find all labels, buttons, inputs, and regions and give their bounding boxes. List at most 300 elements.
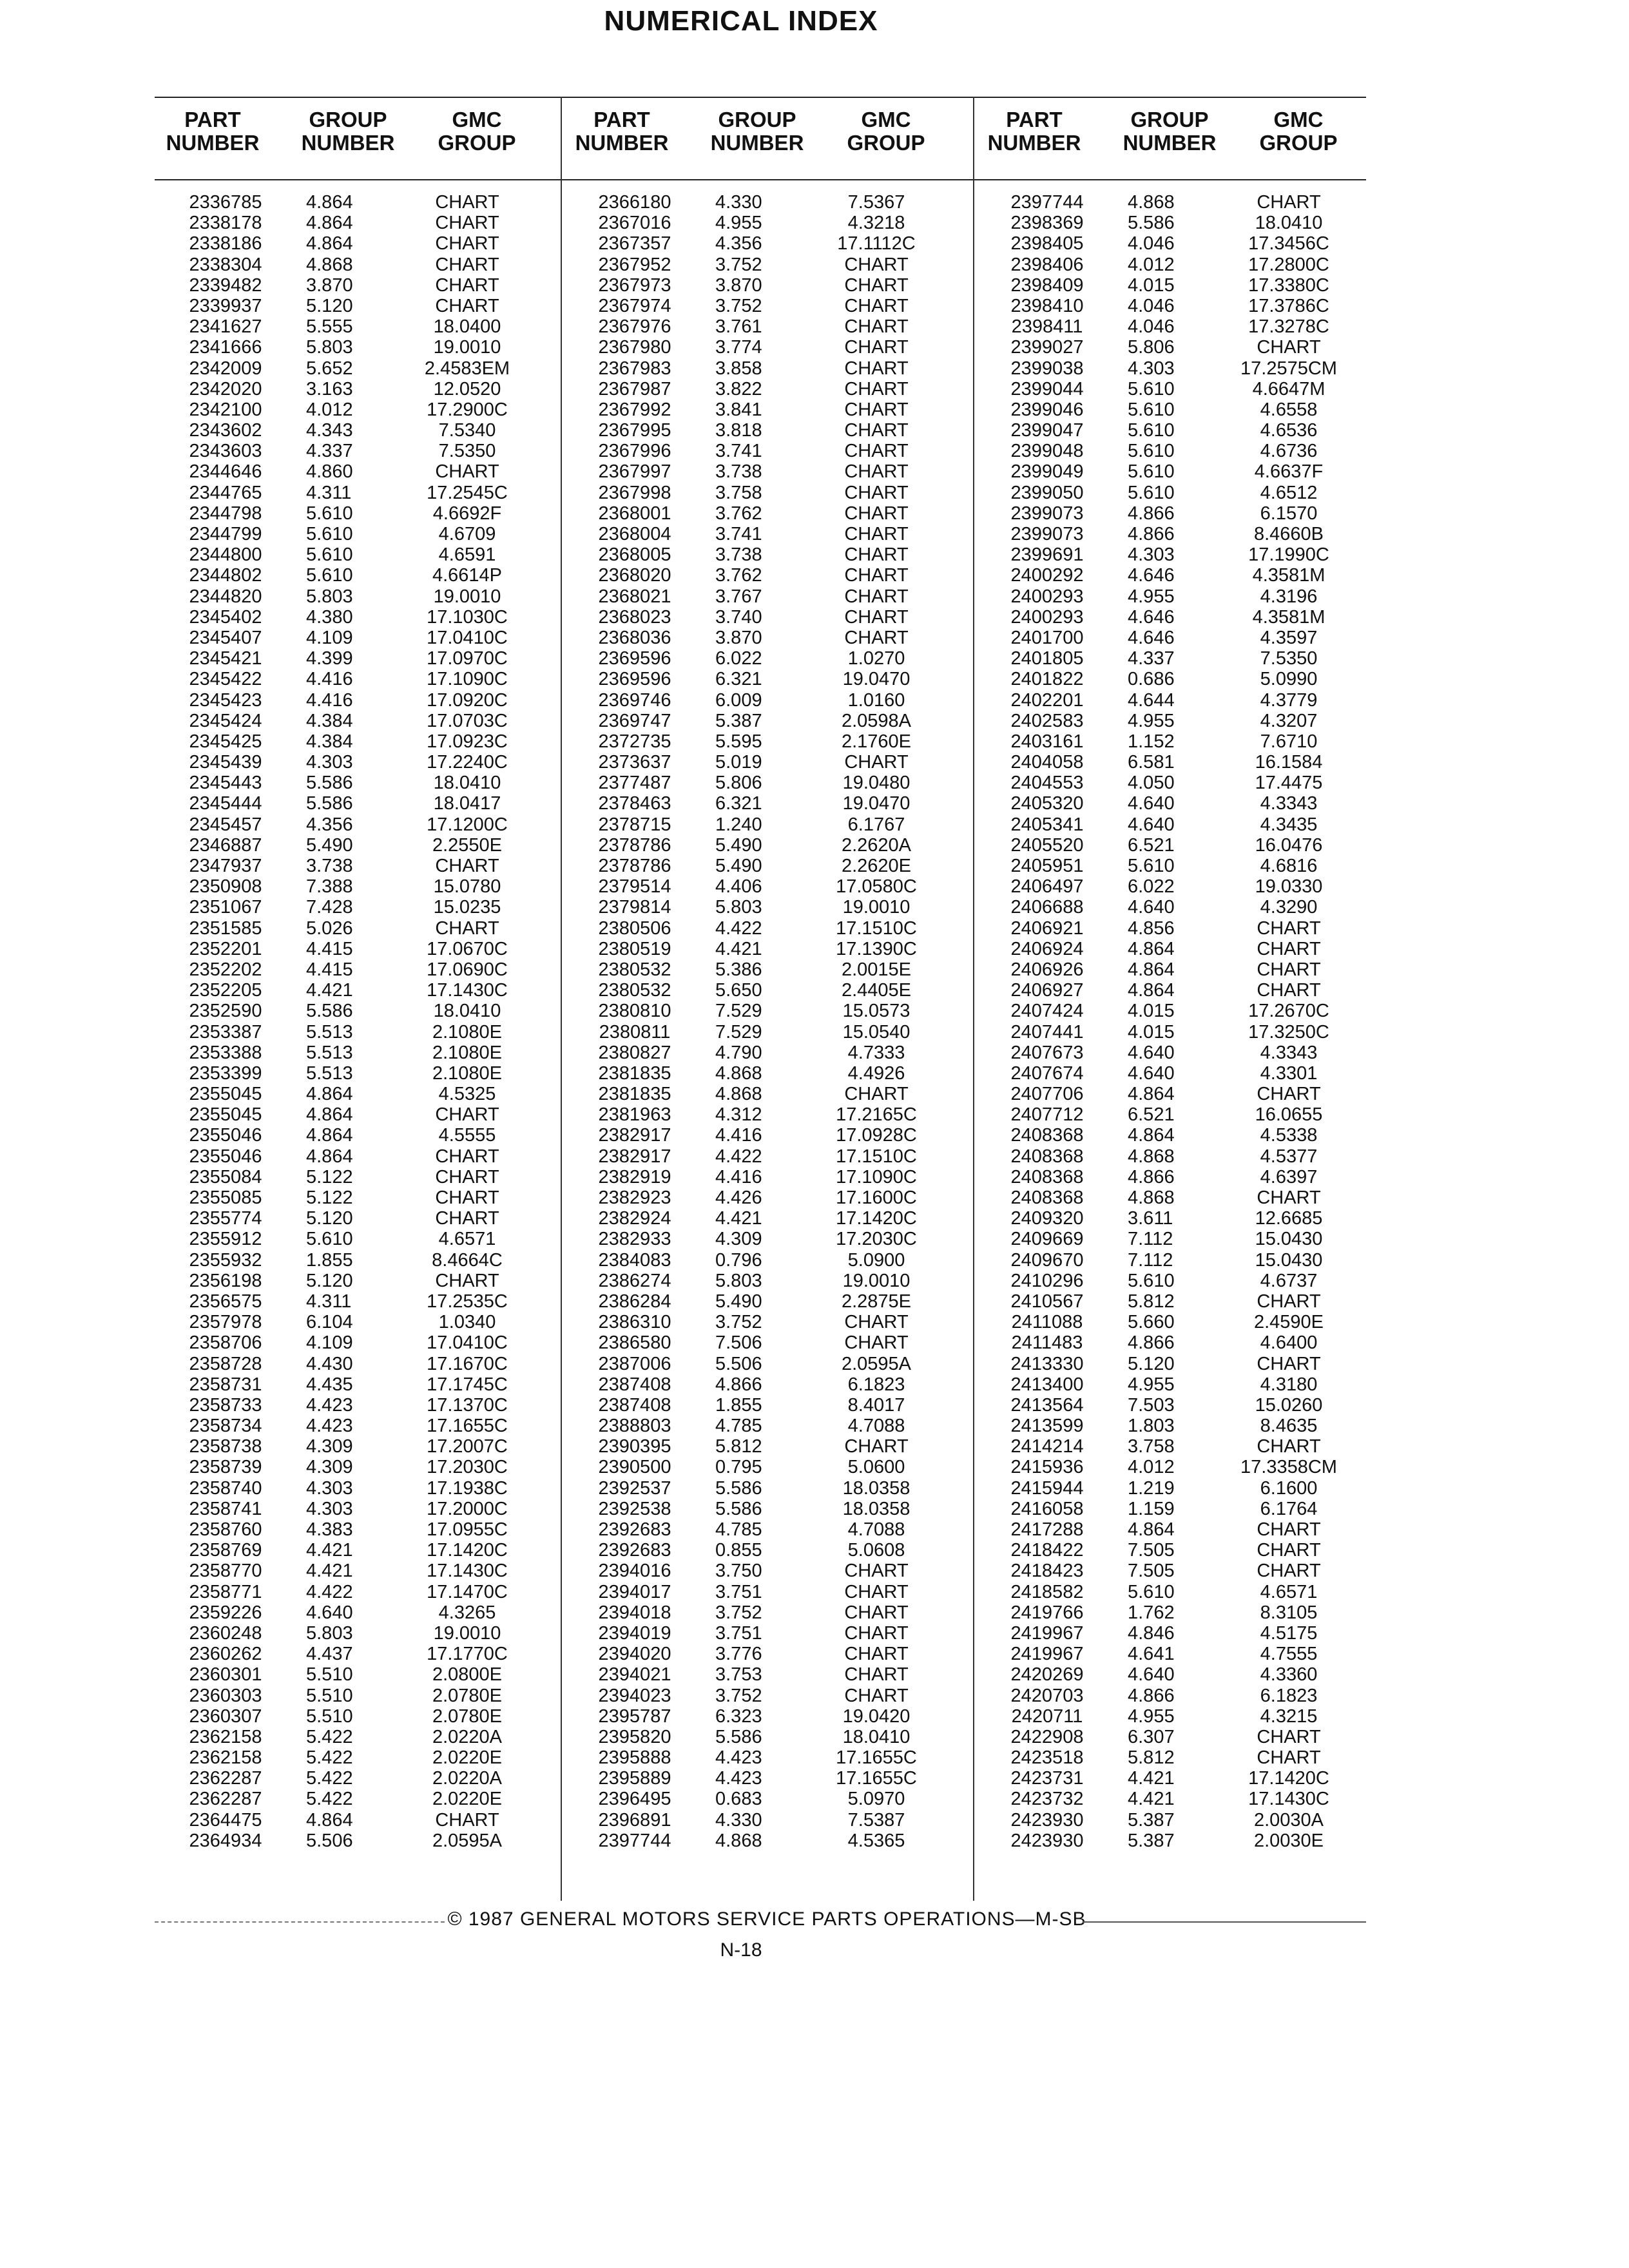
table-row bbox=[976, 379, 1376, 399]
group-number-cell: 4.330 bbox=[715, 192, 762, 213]
group-number-cell: 5.506 bbox=[306, 1830, 353, 1851]
table-row bbox=[976, 483, 1376, 503]
part-number-cell: 2368021 bbox=[598, 586, 671, 607]
group-number-cell: 5.510 bbox=[306, 1685, 353, 1706]
gmc-group-cell: 8.4664C bbox=[432, 1249, 503, 1271]
table-row bbox=[976, 461, 1376, 482]
page-number: N-18 bbox=[720, 1939, 762, 1961]
group-number-cell: 5.586 bbox=[306, 773, 353, 794]
part-number-cell: 2369747 bbox=[598, 710, 671, 731]
group-number-cell: 4.646 bbox=[1128, 627, 1175, 648]
gmc-group-cell: 4.3215 bbox=[1260, 1706, 1318, 1727]
group-number-cell: 5.490 bbox=[715, 834, 762, 856]
part-number-cell: 2402583 bbox=[1010, 710, 1084, 731]
part-number-cell: 2341666 bbox=[189, 337, 262, 358]
table-row bbox=[564, 1457, 963, 1477]
gmc-group-cell: CHART bbox=[844, 399, 909, 420]
group-number-cell: 3.870 bbox=[715, 274, 762, 296]
table-row bbox=[155, 524, 554, 544]
table-row bbox=[976, 1271, 1376, 1291]
part-number-cell: 2387006 bbox=[598, 1353, 671, 1374]
table-row bbox=[155, 296, 554, 316]
part-number-cell: 2418582 bbox=[1010, 1581, 1084, 1602]
gmc-group-cell: 4.6637F bbox=[1254, 461, 1324, 483]
table-row bbox=[564, 483, 963, 503]
part-number-cell: 2396891 bbox=[598, 1809, 671, 1831]
table-row bbox=[155, 1831, 554, 1851]
part-number-cell: 2397744 bbox=[1010, 192, 1084, 213]
gmc-group-cell: 2.0220E bbox=[432, 1747, 503, 1769]
group-number-cell: 1.219 bbox=[1128, 1477, 1175, 1499]
gmc-group-cell: 2.1080E bbox=[432, 1021, 503, 1043]
part-number-cell: 2369596 bbox=[598, 648, 671, 669]
group-number-cell: 4.864 bbox=[306, 1146, 353, 1167]
gmc-group-cell: 17.1112C bbox=[837, 233, 916, 255]
gmc-group-cell: 17.0703C bbox=[427, 710, 508, 731]
group-number-cell: 4.050 bbox=[1128, 773, 1175, 794]
gmc-group-cell: 17.0955C bbox=[427, 1519, 508, 1540]
group-number-cell: 4.864 bbox=[1128, 1519, 1175, 1540]
gmc-group-cell: CHART bbox=[844, 316, 909, 338]
table-row bbox=[564, 648, 963, 669]
gmc-group-cell: 4.6737 bbox=[1260, 1270, 1318, 1291]
gmc-group-cell: CHART bbox=[844, 378, 909, 399]
table-row bbox=[155, 461, 554, 482]
part-number-cell: 2380811 bbox=[599, 1021, 671, 1043]
gmc-group-cell: CHART bbox=[844, 1561, 909, 1582]
part-number-cell: 2382923 bbox=[598, 1187, 671, 1208]
table-row bbox=[564, 731, 963, 752]
table-row bbox=[976, 752, 1376, 773]
part-number-cell: 2399027 bbox=[1010, 337, 1084, 358]
gmc-group-cell: 4.5325 bbox=[438, 1084, 496, 1105]
group-number-cell: 4.864 bbox=[1128, 1125, 1175, 1146]
part-number-cell: 2392683 bbox=[598, 1519, 671, 1540]
part-number-cell: 2367996 bbox=[598, 441, 671, 462]
table-row bbox=[564, 1084, 963, 1104]
table-row bbox=[155, 1187, 554, 1208]
group-number-cell: 3.752 bbox=[715, 295, 762, 316]
gmc-group-cell: 12.6685 bbox=[1255, 1208, 1323, 1229]
group-number-cell: 4.380 bbox=[306, 606, 353, 628]
gmc-group-cell: 4.3360 bbox=[1260, 1664, 1318, 1686]
table-row bbox=[976, 1043, 1376, 1063]
table-row bbox=[155, 1478, 554, 1499]
group-number-cell: 5.510 bbox=[306, 1706, 353, 1727]
part-number-cell: 2407441 bbox=[1010, 1021, 1084, 1043]
group-number-cell: 4.868 bbox=[715, 1830, 762, 1851]
part-number-cell: 2342100 bbox=[189, 399, 262, 420]
part-number-cell: 2362287 bbox=[189, 1789, 262, 1810]
table-row bbox=[976, 1457, 1376, 1477]
table-row bbox=[976, 358, 1376, 379]
group-number-cell: 5.490 bbox=[306, 834, 353, 856]
table-row bbox=[976, 1146, 1376, 1167]
part-number-cell: 2346887 bbox=[189, 834, 262, 856]
group-number-cell: 4.303 bbox=[1128, 358, 1175, 379]
part-number-cell: 2408368 bbox=[1010, 1125, 1084, 1146]
gmc-group-cell: 2.0595A bbox=[841, 1353, 912, 1374]
part-number-cell: 2379514 bbox=[598, 876, 671, 898]
gmc-group-cell: 6.1823 bbox=[847, 1374, 905, 1395]
part-number-cell: 2358760 bbox=[189, 1519, 262, 1540]
part-number-cell: 2404553 bbox=[1010, 773, 1084, 794]
gmc-group-cell: 2.0030A bbox=[1253, 1809, 1324, 1831]
table-row bbox=[564, 1664, 963, 1685]
gmc-group-cell: 4.3207 bbox=[1260, 710, 1318, 731]
gmc-group-cell: 4.4926 bbox=[847, 1062, 905, 1084]
gmc-group-cell: 4.5365 bbox=[847, 1830, 905, 1851]
group-number-cell: 1.855 bbox=[715, 1394, 762, 1416]
gmc-group-cell: 6.1600 bbox=[1260, 1477, 1318, 1499]
part-number-cell: 2366180 bbox=[598, 192, 671, 213]
gmc-group-cell: CHART bbox=[844, 1602, 909, 1623]
part-number-cell: 2360248 bbox=[189, 1622, 262, 1644]
group-number-cell: 4.426 bbox=[715, 1187, 762, 1208]
group-number-cell: 5.586 bbox=[1128, 213, 1175, 234]
gmc-group-cell: 17.1655C bbox=[836, 1768, 917, 1789]
group-number-cell: 5.510 bbox=[306, 1664, 353, 1686]
group-number-cell: 7.529 bbox=[715, 1021, 762, 1043]
gmc-group-cell: 7.5387 bbox=[847, 1809, 905, 1831]
part-number-cell: 2377487 bbox=[598, 773, 671, 794]
group-number-cell: 4.046 bbox=[1128, 316, 1175, 338]
part-number-cell: 2338186 bbox=[189, 233, 262, 255]
group-number-cell: 4.421 bbox=[306, 1540, 353, 1561]
group-number-cell: 1.240 bbox=[715, 814, 762, 835]
table-row bbox=[564, 1208, 963, 1229]
part-number-cell: 2394019 bbox=[598, 1622, 671, 1644]
group-number-cell: 4.015 bbox=[1128, 1021, 1175, 1043]
group-number-cell: 5.806 bbox=[715, 773, 762, 794]
gmc-group-cell: 4.3343 bbox=[1260, 1042, 1318, 1063]
part-number-cell: 2384083 bbox=[598, 1249, 671, 1271]
gmc-group-cell: 4.3779 bbox=[1260, 689, 1318, 711]
group-number-cell: 5.513 bbox=[306, 1062, 353, 1084]
gmc-group-cell: 4.3265 bbox=[438, 1602, 496, 1623]
table-row bbox=[564, 255, 963, 275]
group-number-cell: 4.303 bbox=[1128, 544, 1175, 566]
gmc-group-cell: CHART bbox=[844, 544, 909, 566]
group-number-cell: 0.683 bbox=[715, 1789, 762, 1810]
group-number-cell: 4.399 bbox=[306, 648, 353, 669]
part-number-cell: 2406924 bbox=[1010, 938, 1084, 959]
part-number-cell: 2367016 bbox=[598, 213, 671, 234]
part-number-cell: 2358741 bbox=[189, 1498, 262, 1519]
table-row bbox=[564, 233, 963, 254]
part-number-cell: 2359226 bbox=[189, 1602, 262, 1623]
part-number-cell: 2394023 bbox=[598, 1685, 671, 1706]
table-row bbox=[976, 1519, 1376, 1540]
part-number-cell: 2387408 bbox=[598, 1374, 671, 1395]
part-number-cell: 2358769 bbox=[189, 1540, 262, 1561]
group-number-cell: 5.803 bbox=[306, 337, 353, 358]
gmc-group-cell: 4.6692F bbox=[432, 503, 502, 524]
group-number-cell: 3.741 bbox=[715, 441, 762, 462]
table-row bbox=[976, 1332, 1376, 1353]
table-row bbox=[155, 1146, 554, 1167]
part-number-cell: 2345444 bbox=[189, 793, 262, 814]
part-number-cell: 2382924 bbox=[598, 1208, 671, 1229]
group-number-cell: 4.864 bbox=[306, 1104, 353, 1126]
gmc-group-cell: 17.1670C bbox=[427, 1353, 508, 1374]
part-number-cell: 2382933 bbox=[598, 1229, 671, 1250]
table-row bbox=[155, 835, 554, 856]
gmc-group-cell: 4.6558 bbox=[1260, 399, 1318, 420]
part-number-cell: 2343603 bbox=[189, 441, 262, 462]
table-row bbox=[155, 752, 554, 773]
gmc-group-cell: 17.3456C bbox=[1248, 233, 1329, 255]
gmc-group-cell: 8.4017 bbox=[847, 1394, 905, 1416]
group-number-cell: 4.423 bbox=[306, 1394, 353, 1416]
table-row bbox=[976, 856, 1376, 876]
gmc-group-cell: 2.0030E bbox=[1253, 1830, 1324, 1851]
gmc-group-cell: CHART bbox=[1257, 1084, 1321, 1105]
group-number-cell: 5.652 bbox=[306, 358, 353, 379]
gmc-group-cell: 17.2900C bbox=[427, 399, 508, 420]
group-number-cell: 4.864 bbox=[306, 1125, 353, 1146]
gmc-group-cell: 17.2000C bbox=[427, 1498, 508, 1519]
table-row bbox=[564, 1291, 963, 1312]
table-row bbox=[564, 1478, 963, 1499]
part-number-cell: 2355045 bbox=[189, 1084, 262, 1105]
gmc-group-cell: CHART bbox=[1257, 1540, 1321, 1561]
table-row bbox=[976, 1478, 1376, 1499]
part-number-cell: 2406921 bbox=[1010, 918, 1084, 939]
table-row bbox=[564, 711, 963, 731]
table-row bbox=[976, 939, 1376, 959]
group-number-cell: 5.610 bbox=[1128, 420, 1175, 441]
group-number-cell: 1.803 bbox=[1128, 1416, 1175, 1437]
gmc-group-cell: 4.5338 bbox=[1260, 1125, 1318, 1146]
part-number-cell: 2398409 bbox=[1010, 274, 1084, 296]
group-number-cell: 5.490 bbox=[715, 856, 762, 876]
gmc-group-cell: CHART bbox=[435, 1208, 499, 1229]
group-number-cell: 7.503 bbox=[1128, 1394, 1175, 1416]
part-number-cell: 2373637 bbox=[598, 752, 671, 773]
part-number-cell: 2380506 bbox=[598, 918, 671, 939]
part-number-cell: 2414214 bbox=[1010, 1436, 1084, 1457]
table-row bbox=[564, 1001, 963, 1021]
table-row bbox=[564, 379, 963, 399]
part-number-cell: 2367998 bbox=[598, 482, 671, 503]
gmc-group-cell: CHART bbox=[1257, 1436, 1321, 1457]
part-number-cell: 2392683 bbox=[598, 1540, 671, 1561]
part-number-cell: 2395888 bbox=[598, 1747, 671, 1769]
part-number-cell: 2398406 bbox=[1010, 254, 1084, 275]
table-row bbox=[976, 296, 1376, 316]
table-row bbox=[564, 669, 963, 689]
table-row bbox=[155, 483, 554, 503]
part-number-cell: 2410567 bbox=[1010, 1291, 1084, 1312]
group-number-cell: 4.012 bbox=[1128, 1457, 1175, 1478]
part-number-cell: 2381835 bbox=[598, 1062, 671, 1084]
group-number-cell: 6.521 bbox=[1128, 1104, 1175, 1126]
part-number-cell: 2378786 bbox=[598, 856, 671, 876]
gmc-group-cell: 19.0330 bbox=[1255, 876, 1323, 898]
part-number-cell: 2405320 bbox=[1010, 793, 1084, 814]
group-number-cell: 4.337 bbox=[1128, 648, 1175, 669]
table-row bbox=[155, 1686, 554, 1706]
gmc-group-cell: CHART bbox=[844, 337, 909, 358]
table-row bbox=[976, 793, 1376, 814]
group-number-cell: 4.640 bbox=[1128, 1062, 1175, 1084]
table-row bbox=[976, 1727, 1376, 1747]
part-number-cell: 2394021 bbox=[598, 1664, 671, 1686]
group-number-cell: 3.761 bbox=[715, 316, 762, 338]
table-row bbox=[564, 213, 963, 233]
group-number-cell: 4.955 bbox=[1128, 1706, 1175, 1727]
table-row bbox=[155, 918, 554, 939]
gmc-group-cell: 2.0220A bbox=[432, 1726, 503, 1747]
gmc-group-cell: CHART bbox=[844, 1436, 909, 1457]
gmc-group-cell: 19.0470 bbox=[842, 793, 911, 814]
gmc-group-cell: CHART bbox=[1257, 1561, 1321, 1582]
gmc-group-cell: 15.0780 bbox=[433, 876, 501, 898]
group-number-cell: 4.640 bbox=[1128, 814, 1175, 835]
column-divider bbox=[973, 97, 974, 1901]
gmc-group-cell: 2.0780E bbox=[432, 1685, 503, 1706]
group-number-cell: 4.423 bbox=[715, 1747, 762, 1769]
group-number-cell: 4.303 bbox=[306, 752, 353, 773]
part-number-cell: 2358706 bbox=[189, 1332, 262, 1354]
gmc-group-cell: 16.0476 bbox=[1255, 834, 1323, 856]
part-number-cell: 2341627 bbox=[189, 316, 262, 338]
footer-rule-left bbox=[155, 1921, 445, 1923]
table-row bbox=[564, 1125, 963, 1146]
group-number-cell: 0.796 bbox=[715, 1249, 762, 1271]
gmc-group-cell: 4.3180 bbox=[1260, 1374, 1318, 1395]
table-row bbox=[564, 1623, 963, 1644]
group-number-cell: 3.870 bbox=[306, 274, 353, 296]
index-rows bbox=[155, 192, 554, 1851]
part-number-cell: 2382917 bbox=[598, 1125, 671, 1146]
table-row bbox=[564, 1436, 963, 1457]
group-number-cell: 4.866 bbox=[1128, 524, 1175, 544]
group-number-cell: 5.386 bbox=[715, 959, 762, 980]
gmc-group-cell: 2.0015E bbox=[841, 959, 912, 980]
table-row bbox=[155, 1312, 554, 1332]
header-gmc-group: GMC GROUP bbox=[847, 108, 925, 155]
group-number-cell: 4.421 bbox=[715, 938, 762, 959]
gmc-group-cell: 4.6614P bbox=[432, 565, 503, 586]
gmc-group-cell: 7.6710 bbox=[1260, 731, 1318, 752]
gmc-group-cell: 15.0235 bbox=[433, 897, 501, 918]
part-number-cell: 2352590 bbox=[189, 1001, 262, 1022]
gmc-group-cell: 17.1390C bbox=[836, 938, 917, 959]
part-number-cell: 2399038 bbox=[1010, 358, 1084, 379]
gmc-group-cell: 18.0410 bbox=[842, 1726, 911, 1747]
gmc-group-cell: 5.0608 bbox=[847, 1540, 905, 1561]
gmc-group-cell: CHART bbox=[844, 627, 909, 648]
gmc-group-cell: 4.3196 bbox=[1260, 586, 1318, 607]
group-number-cell: 4.421 bbox=[306, 980, 353, 1001]
gmc-group-cell: 17.1430C bbox=[1248, 1789, 1329, 1810]
gmc-group-cell: CHART bbox=[844, 482, 909, 503]
part-number-cell: 2351585 bbox=[189, 918, 262, 939]
group-number-cell: 4.435 bbox=[306, 1374, 353, 1395]
table-row bbox=[976, 524, 1376, 544]
gmc-group-cell: 4.3343 bbox=[1260, 793, 1318, 814]
group-number-cell: 5.586 bbox=[715, 1477, 762, 1499]
table-row bbox=[155, 1250, 554, 1271]
gmc-group-cell: 7.5350 bbox=[438, 441, 496, 462]
part-number-cell: 2401805 bbox=[1010, 648, 1084, 669]
table-row bbox=[155, 1582, 554, 1602]
table-row bbox=[976, 835, 1376, 856]
table-row bbox=[155, 856, 554, 876]
table-row bbox=[564, 441, 963, 461]
gmc-group-cell: 17.1770C bbox=[427, 1644, 508, 1665]
group-number-cell: 4.785 bbox=[715, 1416, 762, 1437]
table-row bbox=[976, 1208, 1376, 1229]
gmc-group-cell: 18.0358 bbox=[842, 1498, 911, 1519]
gmc-group-cell: 7.5367 bbox=[847, 192, 905, 213]
part-number-cell: 2351067 bbox=[189, 897, 262, 918]
gmc-group-cell: CHART bbox=[844, 1685, 909, 1706]
table-row bbox=[564, 1810, 963, 1831]
group-number-cell: 5.513 bbox=[306, 1021, 353, 1043]
part-number-cell: 2360303 bbox=[189, 1685, 262, 1706]
part-number-cell: 2362287 bbox=[189, 1768, 262, 1789]
part-number-cell: 2355046 bbox=[189, 1125, 262, 1146]
table-row bbox=[564, 1416, 963, 1436]
part-number-cell: 2420703 bbox=[1010, 1685, 1084, 1706]
table-row bbox=[976, 1104, 1376, 1125]
table-row bbox=[976, 1789, 1376, 1809]
table-row bbox=[976, 565, 1376, 586]
group-number-cell: 4.422 bbox=[715, 918, 762, 939]
gmc-group-cell: 4.7333 bbox=[847, 1042, 905, 1063]
table-row bbox=[155, 565, 554, 586]
table-row bbox=[976, 1084, 1376, 1104]
table-row bbox=[155, 1043, 554, 1063]
group-number-cell: 7.529 bbox=[715, 1001, 762, 1022]
header-group-number: GROUP NUMBER bbox=[710, 108, 804, 155]
part-number-cell: 2339937 bbox=[189, 295, 262, 316]
gmc-group-cell: CHART bbox=[1257, 938, 1321, 959]
gmc-group-cell: 15.0430 bbox=[1255, 1229, 1323, 1250]
gmc-group-cell: 17.3380C bbox=[1248, 274, 1329, 296]
table-row bbox=[976, 959, 1376, 980]
table-row bbox=[155, 773, 554, 793]
group-number-cell: 4.423 bbox=[306, 1416, 353, 1437]
group-number-cell: 4.866 bbox=[1128, 1685, 1175, 1706]
gmc-group-cell: 17.1655C bbox=[427, 1416, 508, 1437]
gmc-group-cell: CHART bbox=[1257, 337, 1321, 358]
table-row bbox=[155, 607, 554, 628]
table-row bbox=[155, 1084, 554, 1104]
header-part-number: PART NUMBER bbox=[987, 108, 1081, 155]
table-row bbox=[976, 648, 1376, 669]
group-number-cell: 1.152 bbox=[1128, 731, 1175, 752]
gmc-group-cell: CHART bbox=[435, 1809, 499, 1831]
gmc-group-cell: 6.1767 bbox=[847, 814, 905, 835]
part-number-cell: 2355085 bbox=[189, 1187, 262, 1208]
table-row bbox=[564, 1395, 963, 1416]
gmc-group-cell: 2.1080E bbox=[432, 1042, 503, 1063]
part-number-cell: 2336785 bbox=[189, 192, 262, 213]
group-number-cell: 7.428 bbox=[306, 897, 353, 918]
part-number-cell: 2419766 bbox=[1010, 1602, 1084, 1623]
gmc-group-cell: 2.1760E bbox=[841, 731, 912, 752]
group-number-cell: 3.611 bbox=[1128, 1208, 1173, 1229]
table-row bbox=[155, 1810, 554, 1831]
group-number-cell: 5.387 bbox=[1128, 1809, 1175, 1831]
part-number-cell: 2358731 bbox=[189, 1374, 262, 1395]
gmc-group-cell: CHART bbox=[435, 192, 499, 213]
part-number-cell: 2408368 bbox=[1010, 1146, 1084, 1167]
